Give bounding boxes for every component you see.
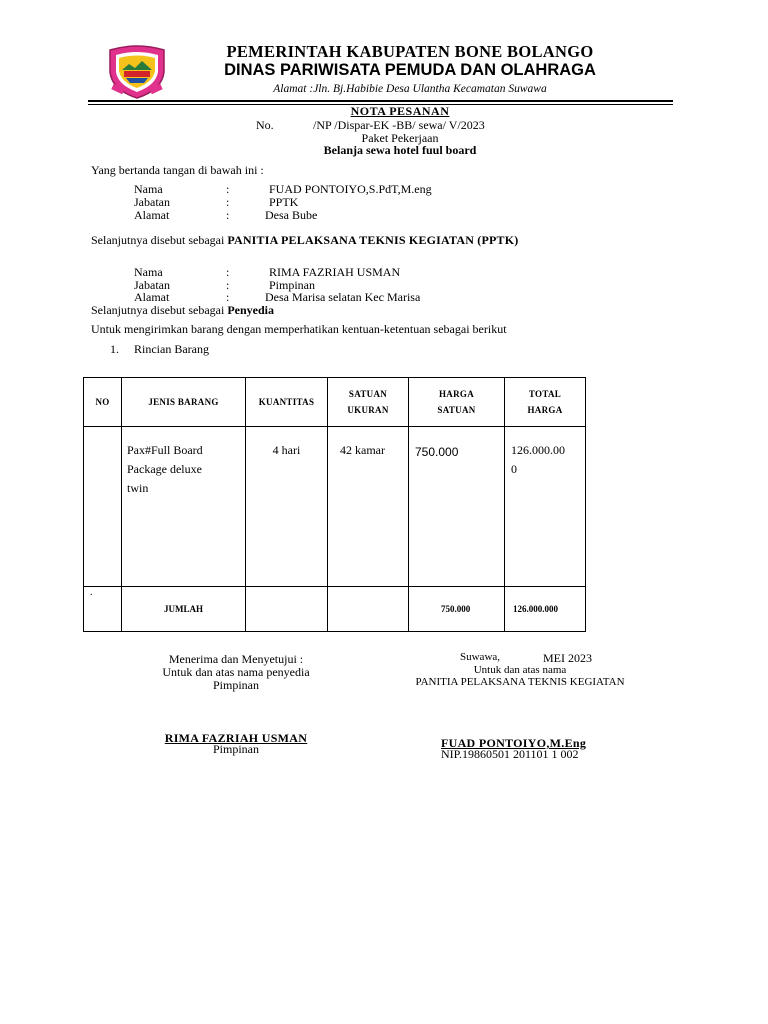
party1-alamat-label: Alamat [134,208,170,222]
header-harga-satuan [409,378,505,427]
header-harga-line2: SATUAN [437,405,476,415]
row-harga: 750.000 [409,427,505,587]
purpose-text: Untuk mengirimkan barang dengan memperhatikan kentuan-ketentuan sebagai berikut [91,322,507,336]
row-total-line2: 0 [511,462,517,476]
intro-text: Yang bertanda tangan di bawah ini : [91,163,264,177]
department-address: Alamat :Jln. Bj.Habibie Desa Ulantha Kecamatan Suwawa [273,83,547,95]
party1-role: PANITIA PELAKSANA TEKNIS KEGIATAN (PPTK) [227,233,519,247]
list-item-rincian: Rincian Barang [134,342,209,356]
party2-nama: RIMA FAZRIAH USMAN [269,265,401,279]
row-jenis-line3: twin [127,481,149,495]
party1-jabatan-label: Jabatan [134,195,170,209]
party1-alamat: Desa Bube [265,208,318,222]
header-satuan-ukuran [328,378,409,427]
row-jenis-line1: Pax#Full Board [127,443,203,457]
sig-left-position: Pimpinan [212,742,259,756]
header-jenis-barang: JENIS BARANG [122,378,246,427]
table-footer-row [84,587,586,632]
row-total-line1: 126.000.00 [511,443,565,457]
party1-jabatan: PPTK [269,195,299,209]
row-jenis [122,427,246,587]
colon: : [226,182,230,196]
footer-empty-kuantitas [246,587,328,632]
header-kuantitas: KUANTITAS [246,378,328,427]
header-satuan-line1: SATUAN [348,389,388,399]
table-row [84,427,586,587]
sig-left-line2: Untuk dan atas nama penyedia [162,665,310,679]
document-title: NOTA PESANAN [350,104,450,118]
party2-jabatan: Pimpinan [269,278,316,292]
header-total-line2: HARGA [527,405,563,415]
party1-role-line [91,233,518,248]
header-divider [88,100,673,102]
header-total-line1: TOTAL [528,389,562,399]
number-label: No. [256,118,274,132]
role-prefix: Selanjutnya disebut sebagai [91,303,225,317]
sig-left-name-text: RIMA FAZRIAH USMAN [164,731,308,745]
sig-right-name-text: FUAD PONTOIYO,M.Eng [441,736,587,750]
sig-left-line3: Pimpinan [212,678,259,692]
header-no: NO [84,378,122,427]
footer-jumlah: JUMLAH [122,587,246,632]
work-title: Belanja sewa hotel fuul board [323,143,477,157]
department-name: DINAS PARIWISATA PEMUDA DAN OLAHRAGA [224,61,596,79]
party2-nama-label: Nama [134,265,163,279]
table-header-row [84,378,586,427]
colon: : [226,290,230,304]
header-satuan-line2: UKURAN [347,405,389,415]
sig-right-date: MEI 2023 [543,651,592,665]
party2-alamat: Desa Marisa selatan Kec Marisa [265,290,421,304]
footer-harga: 750.000 [409,587,505,632]
colon: : [226,278,230,292]
bone-bolango-emblem-icon [104,42,170,100]
footer-dot: . [84,587,122,632]
row-jenis-line2: Package deluxe [127,462,202,476]
party2-jabatan-label: Jabatan [134,278,170,292]
role-prefix: Selanjutnya disebut sebagai [91,233,225,247]
sig-left-line1: Menerima dan Menyetujui : [168,652,304,666]
row-total [505,427,586,587]
sig-right-nip: NIP.19860501 201101 1 002 [441,747,579,761]
row-kuantitas: 4 hari [246,427,328,587]
sig-right-place: Suwawa, [460,651,501,663]
colon: : [226,195,230,209]
header-total-harga [505,378,586,427]
header-harga-line1: HARGA [439,389,474,399]
party2-role-line [91,303,274,318]
sig-right-line2: Untuk dan atas nama [473,664,567,676]
party1-nama: FUAD PONTOIYO,S.PdT,M.eng [269,182,432,196]
party1-nama-label: Nama [134,182,163,196]
items-table [83,377,586,632]
package-label: Paket Pekerjaan [361,131,439,145]
footer-empty-satuan [328,587,409,632]
government-name: PEMERINTAH KABUPATEN BONE BOLANGO [226,42,594,61]
colon: : [226,208,230,222]
row-no [84,427,122,587]
number-value: /NP /Dispar-EK -BB/ sewa/ V/2023 [313,118,485,132]
sig-right-line3: PANITIA PELAKSANA TEKNIS KEGIATAN [415,676,625,688]
list-number: 1. [110,342,119,356]
colon: : [226,265,230,279]
row-satuan: 42 kamar [328,427,409,587]
party2-role: Penyedia [227,303,274,317]
party2-alamat-label: Alamat [134,290,170,304]
footer-total: 126.000.000 [505,587,586,632]
